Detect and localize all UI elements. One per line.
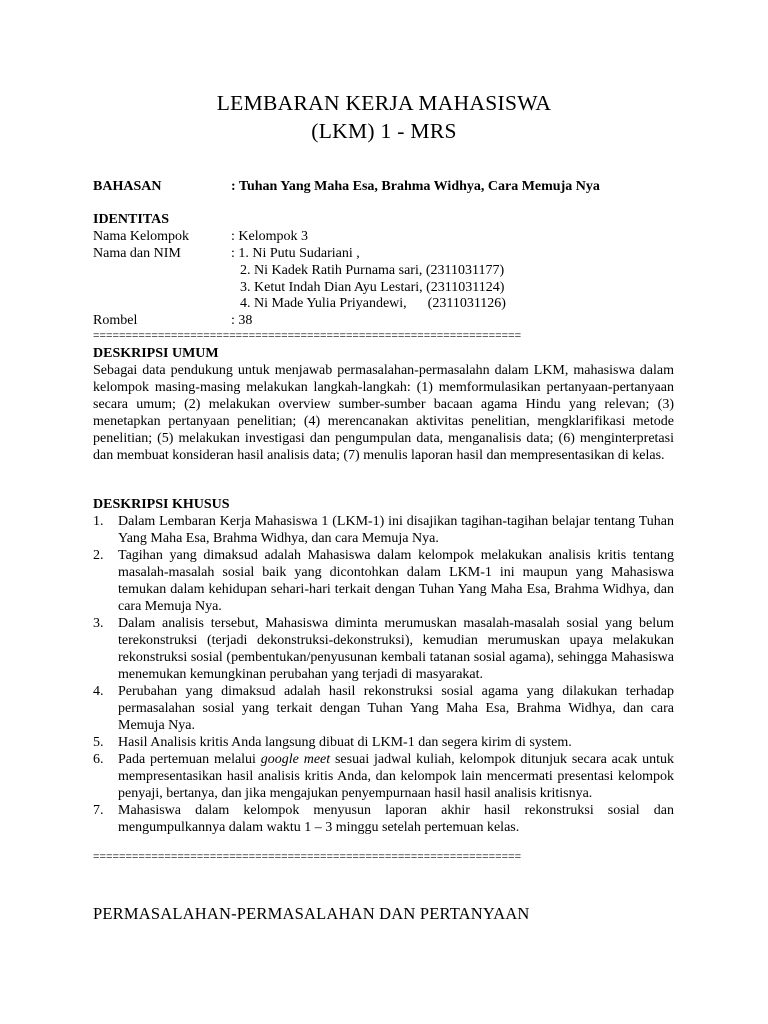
rombel-value: : 38	[231, 313, 253, 328]
list-item	[93, 734, 674, 751]
list-item-text: Mahasiswa dalam kelompok menyusun laporan akhir hasil rekonstruksi sosial dan mengumpulkannya dalam waktu 1 – 3 minggu setelah pertemuan kelas.	[118, 803, 674, 835]
list-item-number: 6.	[93, 752, 104, 767]
list-item	[93, 513, 674, 547]
document-title-line1: LEMBARAN KERJA MAHASISWA	[216, 91, 552, 115]
nim-label: Nama dan NIM	[93, 246, 181, 261]
list-item-text	[118, 751, 674, 802]
list-item-text: Hasil Analisis kritis Anda langsung dibuat di LKM-1 dan segera kirim di system.	[118, 735, 572, 750]
member-1: : 1. Ni Putu Sudariani ,	[231, 246, 360, 261]
rombel-label: Rombel	[93, 313, 138, 328]
bahasan-label: BAHASAN	[93, 179, 162, 194]
list-item	[93, 683, 674, 734]
list-item	[93, 802, 674, 836]
deskripsi-khusus-heading: DESKRIPSI KHUSUS	[93, 497, 230, 512]
bahasan-value: : Tuhan Yang Maha Esa, Brahma Widhya, Cara Memuja Nya	[231, 179, 600, 194]
member-2: 2. Ni Kadek Ratih Purnama sari, (2311031177)	[240, 263, 505, 278]
separator-top: ==================================================================	[93, 330, 522, 342]
list-item-text-after: sesuai jadwal kuliah, kelompok ditunjuk secara acak untuk mempresentasikan hasil analisis kritis Anda, dan kelompok lain mencermati presentasi kelompok penyaji, bertanya, dan jika mengajukan penyempurnaan hasil hasil analisis kritisnya.	[118, 752, 674, 801]
list-item	[93, 615, 674, 683]
list-item-text-before: Pada pertemuan melalui	[118, 752, 261, 767]
list-item-text: Dalam Lembaran Kerja Mahasiswa 1 (LKM-1) ini disajikan tagihan-tagihan belajar tentang Tuhan Yang Maha Esa, Brahma Widhya, dan cara Memuja Nya.	[118, 514, 674, 546]
list-item-number: 4.	[93, 684, 104, 699]
member-3: 3. Ketut Indah Dian Ayu Lestari, (2311031124)	[240, 280, 505, 295]
document-title-line2: (LKM) 1 - MRS	[311, 119, 457, 143]
list-item	[93, 751, 674, 802]
list-item-text: Perubahan yang dimaksud adalah hasil rekonstruksi sosial agama yang dilakukan terhadap permasalahan sosial yang terkait dengan Tuhan Yang Maha Esa, Brahma Widhya, dan cara Memuja Nya.	[118, 684, 674, 733]
deskripsi-umum-text: Sebagai data pendukung untuk menjawab permasalahan-permasalahn dalam LKM, mahasiswa dalam kelompok masing-masing melakukan langkah-langkah: (1) memformulasikan pertanyaan-pertanyaan secara umum; (2) melakukan overview sumber-sumber bacaan agama Hindu yang relevan; (3) menetapkan pertanyaan penelitian; (4) merencanakan aktivitas penelitian, mengklarifikasi metode penelitian; (5) melakukan investigasi dan pengumpulan data, menganalisis data; (6) menginterpretasi dan membuat konsideran hasil analisis data; (7) menulis laporan hasil dan mempresentasikan di kelas.	[93, 363, 674, 463]
deskripsi-umum-heading: DESKRIPSI UMUM	[93, 346, 219, 361]
list-item-number: 5.	[93, 735, 104, 750]
list-item-text: Dalam analisis tersebut, Mahasiswa diminta merumuskan masalah-masalah sosial yang belum terekonstruksi (terjadi dekonstruksi-dekonstruksi), kemudian merumuskan upaya melakukan rekonstruksi sosial (pembentukan/penyusunan kembali tatanan sosial agama), sehingga Mahasiswa menemukan kemungkinan perubahan yang terjadi di masyarakat.	[118, 616, 674, 682]
deskripsi-khusus-list	[93, 513, 674, 836]
list-item-number: 3.	[93, 616, 104, 631]
kelompok-value: : Kelompok 3	[231, 229, 308, 244]
list-item-number: 2.	[93, 548, 104, 563]
list-item-text: Tagihan yang dimaksud adalah Mahasiswa dalam kelompok melakukan analisis kritis tentang masalah-masalah sosial baik yang dicontohkan dalam LKM-1 ini maupun yang Mahasiswa temukan dalam kehidupan sehari-hari terkait dengan Tuhan Yang Maha Esa, Brahma Widhya, dan cara Memuja Nya.	[118, 548, 674, 614]
kelompok-label: Nama Kelompok	[93, 229, 190, 244]
separator-bottom: ==================================================================	[93, 851, 522, 863]
identitas-heading: IDENTITAS	[93, 212, 169, 227]
list-item	[93, 547, 674, 615]
member-4: 4. Ni Made Yulia Priyandewi, (2311031126)	[240, 296, 506, 311]
section-title: PERMASALAHAN-PERMASALAHAN DAN PERTANYAAN	[93, 904, 530, 923]
google-meet-text: google meet	[260, 752, 331, 767]
list-item-number: 1.	[93, 514, 104, 529]
list-item-number: 7.	[93, 803, 104, 818]
